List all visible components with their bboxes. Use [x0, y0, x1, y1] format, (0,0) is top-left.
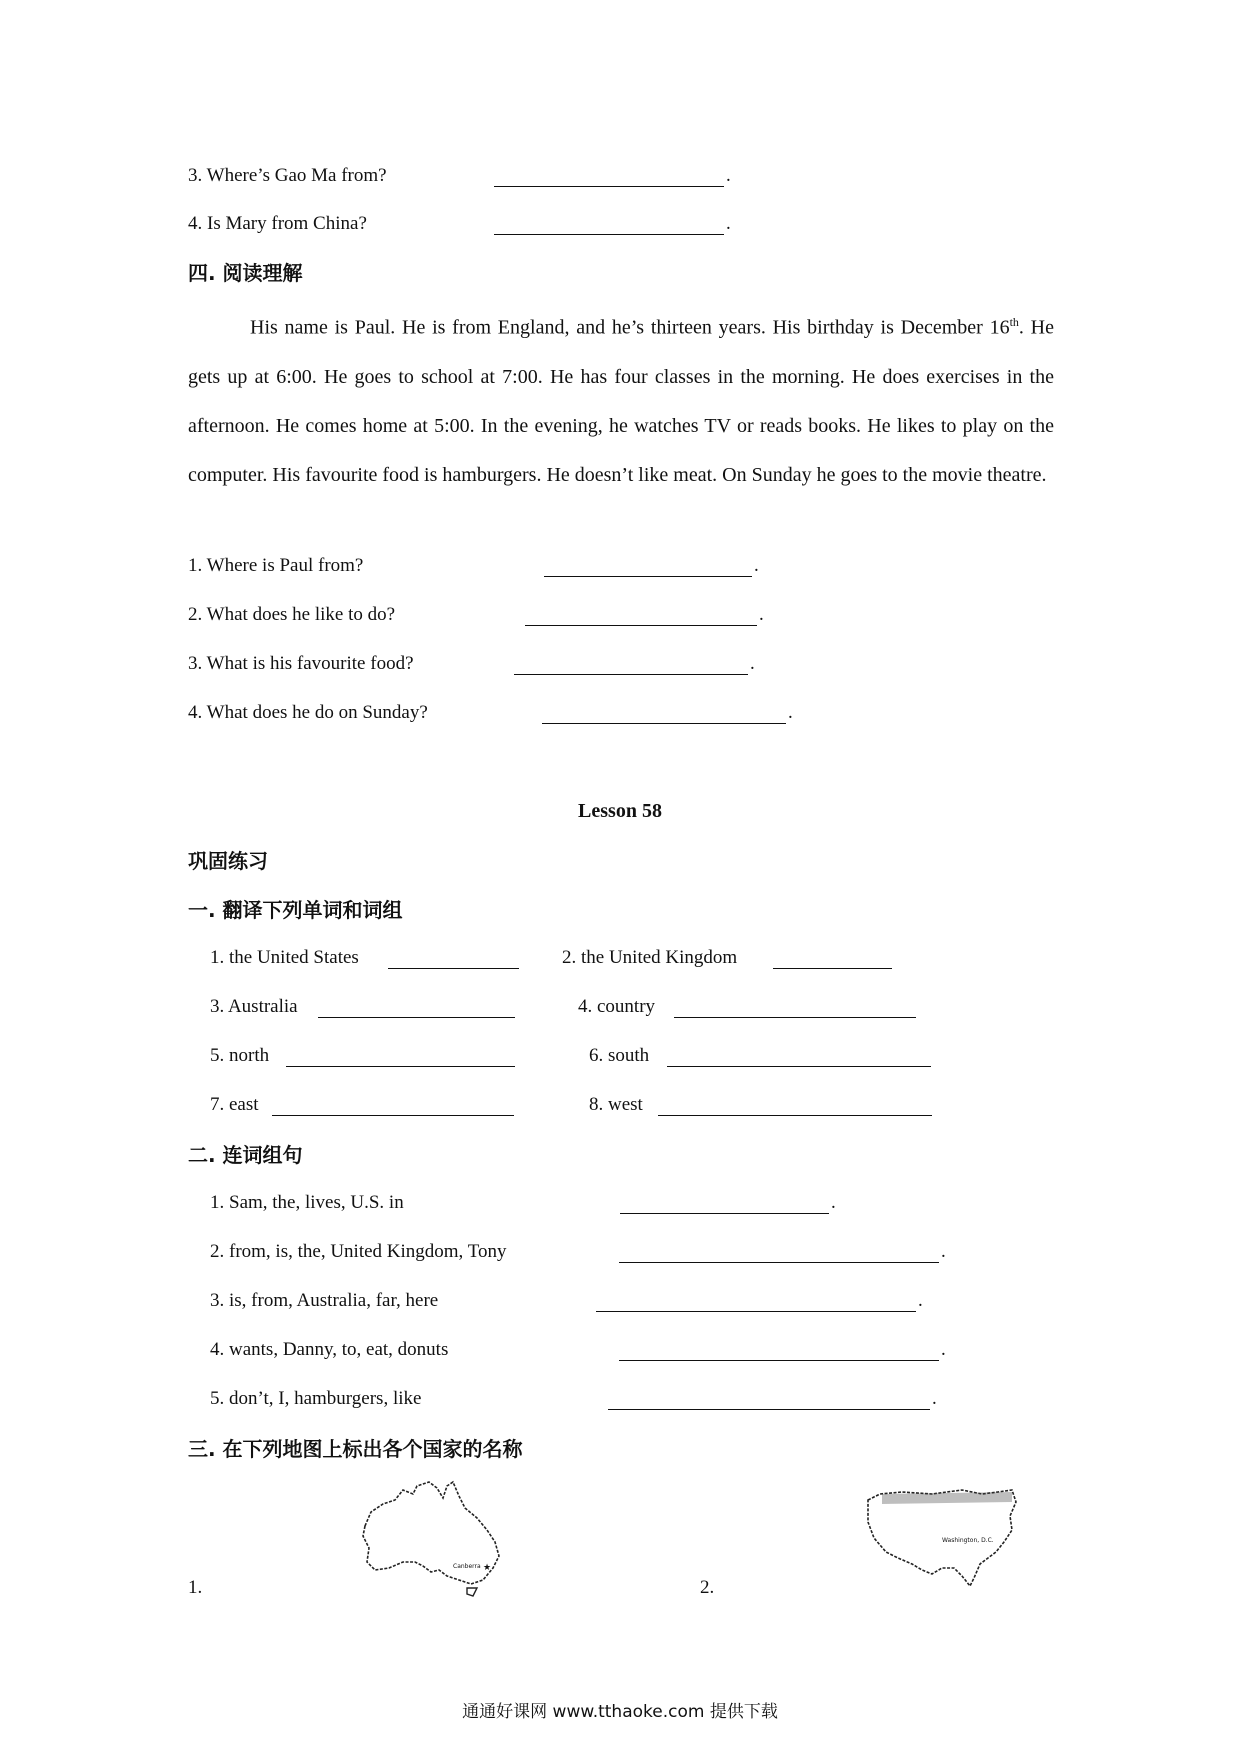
translate-item-7: 7. east [210, 1094, 259, 1115]
answer-blank[interactable] [525, 625, 757, 626]
canberra-label: Canberra [453, 1563, 481, 1570]
answer-blank[interactable] [619, 1360, 939, 1361]
period: . [788, 702, 793, 723]
reading-question-2: 2. What does he like to do? [188, 604, 396, 625]
reading-question-3: 3. What is his favourite food? [188, 653, 414, 674]
answer-blank[interactable] [494, 234, 724, 235]
reading-question-4: 4. What does he do on Sunday? [188, 702, 428, 723]
question-3: 3. Where’s Gao Ma from? [188, 165, 387, 186]
period: . [831, 1192, 836, 1213]
section-heading-sentence: 二. 连词组句 [188, 1143, 303, 1167]
answer-blank[interactable] [514, 674, 748, 675]
reading-passage: His name is Paul. He is from England, and he’s thirteen years. His birthday is December 16th. He gets up at 6:00. He goes to school at 7:00. He has four classes in the morning. He does exercises in the afternoon. He comes home at 5:00. In the evening, he watches TV or reads books. He likes to play on the computer. His favourite food is hamburgers. He doesn’t like meat. On Sunday he goes to the movie theatre. [188, 315, 1054, 486]
translate-item-1: 1. the United States [210, 947, 359, 968]
answer-blank[interactable] [318, 1017, 515, 1018]
translate-item-4: 4. country [578, 996, 656, 1017]
section-heading-map: 三. 在下列地图上标出各个国家的名称 [188, 1437, 523, 1461]
period: . [750, 653, 755, 674]
answer-blank[interactable] [620, 1213, 829, 1214]
answer-blank[interactable] [619, 1262, 939, 1263]
answer-blank[interactable] [667, 1066, 931, 1067]
translate-item-3: 3. Australia [210, 996, 298, 1017]
washington-label: Washington, D.C. [942, 1537, 994, 1544]
usa-map [862, 1482, 1022, 1592]
period: . [726, 213, 731, 234]
period: . [941, 1241, 946, 1262]
map-label-2: 2. [700, 1577, 715, 1598]
answer-blank[interactable] [596, 1311, 916, 1312]
question-4: 4. Is Mary from China? [188, 213, 367, 234]
period: . [726, 165, 731, 186]
sentence-item-5: 5. don’t, I, hamburgers, like [210, 1388, 422, 1409]
answer-blank[interactable] [272, 1115, 514, 1116]
answer-blank[interactable] [544, 576, 752, 577]
section-heading-translate: 一. 翻译下列单词和词组 [188, 898, 403, 922]
answer-blank[interactable] [674, 1017, 916, 1018]
map-label-1: 1. [188, 1577, 203, 1598]
answer-blank[interactable] [286, 1066, 515, 1067]
lesson-title: Lesson 58 [578, 800, 662, 822]
footer: 通通好课网 www.tthaoke.com 提供下载 [462, 1702, 778, 1722]
sentence-item-2: 2. from, is, the, United Kingdom, Tony [210, 1241, 507, 1262]
svg-text:★: ★ [483, 1562, 492, 1572]
period: . [941, 1339, 946, 1360]
sentence-item-1: 1. Sam, the, lives, U.S. in [210, 1192, 404, 1213]
sentence-item-3: 3. is, from, Australia, far, here [210, 1290, 439, 1311]
answer-blank[interactable] [658, 1115, 932, 1116]
answer-blank[interactable] [388, 968, 519, 969]
answer-blank[interactable] [494, 186, 724, 187]
period: . [754, 555, 759, 576]
answer-blank[interactable] [608, 1409, 930, 1410]
australia-map [355, 1476, 515, 1598]
practice-heading: 巩固练习 [188, 849, 268, 873]
period: . [759, 604, 764, 625]
period: . [932, 1388, 937, 1409]
sentence-item-4: 4. wants, Danny, to, eat, donuts [210, 1339, 449, 1360]
reading-question-1: 1. Where is Paul from? [188, 555, 364, 576]
period: . [918, 1290, 923, 1311]
translate-item-8: 8. west [589, 1094, 643, 1115]
answer-blank[interactable] [542, 723, 786, 724]
answer-blank[interactable] [773, 968, 892, 969]
translate-item-2: 2. the United Kingdom [562, 947, 738, 968]
translate-item-5: 5. north [210, 1045, 270, 1066]
translate-item-6: 6. south [589, 1045, 650, 1066]
section-heading-reading: 四. 阅读理解 [188, 261, 303, 285]
